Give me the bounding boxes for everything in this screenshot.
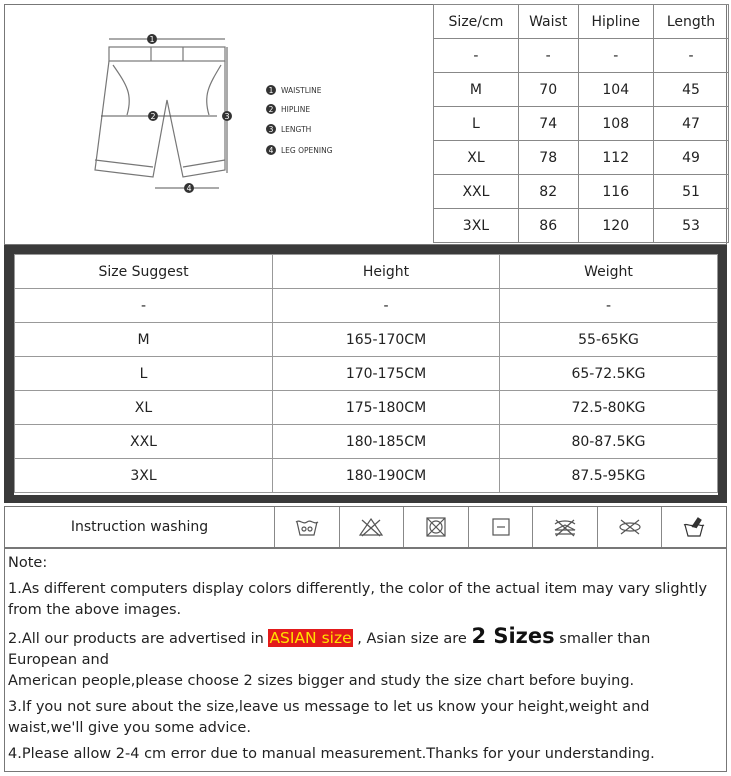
suggest-table-header <box>15 255 718 289</box>
size-cell: - <box>653 39 728 73</box>
legend-length: LENGTH <box>281 125 312 134</box>
suggest-header-cell: Size Suggest <box>15 255 273 289</box>
size-cell: - <box>578 39 653 73</box>
size-cell: XL <box>434 141 519 175</box>
size-header-cell: Hipline <box>578 5 653 39</box>
asian-size-highlight: ASIAN size <box>269 629 352 647</box>
table-row <box>434 141 729 175</box>
table-row <box>15 357 718 391</box>
size-cell: 45 <box>653 73 728 107</box>
size-cell: 53 <box>653 209 728 243</box>
table-row <box>15 425 718 459</box>
size-suggest-section <box>4 245 727 503</box>
size-header-cell: Size/cm <box>434 5 519 39</box>
size-cell: 82 <box>518 175 578 209</box>
legend-hipline: HIPLINE <box>281 105 311 114</box>
table-row <box>434 209 729 243</box>
table-row <box>434 39 729 73</box>
size-cell: 3XL <box>434 209 519 243</box>
suggest-cell: 180-190CM <box>273 459 500 493</box>
suggest-cell: 175-180CM <box>273 391 500 425</box>
svg-text:2: 2 <box>268 105 274 114</box>
suggest-header-cell: Weight <box>500 255 718 289</box>
shorts-diagram-icon <box>5 5 433 244</box>
table-row <box>15 289 718 323</box>
size-cell: 78 <box>518 141 578 175</box>
hand-wash-icon <box>662 507 726 547</box>
size-cell: 116 <box>578 175 653 209</box>
suggest-header-cell: Height <box>273 255 500 289</box>
size-header-cell: Waist <box>518 5 578 39</box>
size-chart-section <box>4 4 727 245</box>
no-dry-clean-icon <box>533 507 598 547</box>
size-cell: - <box>434 39 519 73</box>
suggest-cell: 3XL <box>15 459 273 493</box>
size-header-cell: Length <box>653 5 728 39</box>
no-wring-icon <box>598 507 663 547</box>
note-item-4: 4.Please allow 2-4 cm error due to manual measurement.Thanks for your understanding. <box>8 746 655 762</box>
hand-wash-30-icon <box>275 507 340 547</box>
suggest-cell: - <box>500 289 718 323</box>
size-cell: 74 <box>518 107 578 141</box>
size-cell: 70 <box>518 73 578 107</box>
note-item-2-continued: American people,please choose 2 sizes bigger and study the size chart before buying. <box>8 673 635 689</box>
table-row <box>15 459 718 493</box>
two-sizes-emphasis: 2 Sizes <box>471 624 555 648</box>
size-cell: 104 <box>578 73 653 107</box>
table-row <box>15 391 718 425</box>
table-row <box>434 73 729 107</box>
svg-text:1: 1 <box>149 35 155 44</box>
size-suggest-panel <box>14 254 718 495</box>
suggest-cell: 170-175CM <box>273 357 500 391</box>
note-item-1: 1.As different computers display colors differently, the color of the actual item may vary slightly from the above images. <box>8 581 708 618</box>
size-cell: 112 <box>578 141 653 175</box>
size-table-header <box>434 5 729 39</box>
table-row <box>434 175 729 209</box>
size-cell: 120 <box>578 209 653 243</box>
note-item-2-text: 2.All our products are advertised in <box>8 631 269 647</box>
table-row <box>434 107 729 141</box>
size-cell: L <box>434 107 519 141</box>
note-item-2-text: , Asian size are <box>352 631 472 647</box>
suggest-cell: 87.5-95KG <box>500 459 718 493</box>
iron-low-icon <box>469 507 534 547</box>
suggest-cell: 80-87.5KG <box>500 425 718 459</box>
size-cell: - <box>518 39 578 73</box>
suggest-cell: 55-65KG <box>500 323 718 357</box>
note-title: Note: <box>8 555 48 571</box>
size-table <box>433 4 729 243</box>
size-cell: 108 <box>578 107 653 141</box>
shorts-measurement-diagram <box>5 5 433 244</box>
svg-text:3: 3 <box>268 125 274 134</box>
suggest-cell: L <box>15 357 273 391</box>
washing-instructions <box>4 506 727 548</box>
svg-text:4: 4 <box>186 184 192 193</box>
suggest-cell: 180-185CM <box>273 425 500 459</box>
size-cell: XXL <box>434 175 519 209</box>
note-item-3: 3.If you not sure about the size,leave us message to let us know your height,weight and waist,we'll give you some advice. <box>8 699 650 736</box>
size-cell: 86 <box>518 209 578 243</box>
suggest-cell: XL <box>15 391 273 425</box>
no-tumble-dry-icon <box>404 507 469 547</box>
suggest-cell: M <box>15 323 273 357</box>
suggest-cell: 165-170CM <box>273 323 500 357</box>
size-cell: M <box>434 73 519 107</box>
size-cell: 49 <box>653 141 728 175</box>
suggest-cell: XXL <box>15 425 273 459</box>
svg-text:3: 3 <box>224 112 230 121</box>
suggest-cell: - <box>15 289 273 323</box>
washing-label: Instruction washing <box>5 507 275 547</box>
no-bleach-icon <box>340 507 405 547</box>
note-section <box>4 548 727 772</box>
suggest-cell: 72.5-80KG <box>500 391 718 425</box>
svg-text:1: 1 <box>268 86 274 95</box>
size-suggest-table <box>14 254 718 493</box>
suggest-cell: 65-72.5KG <box>500 357 718 391</box>
svg-text:4: 4 <box>268 146 274 155</box>
suggest-cell: - <box>273 289 500 323</box>
note-item-2-text: smaller than European and <box>8 631 651 668</box>
table-row <box>15 323 718 357</box>
legend-waistline: WAISTLINE <box>281 86 322 95</box>
note-item-2 <box>8 626 723 671</box>
size-cell: 47 <box>653 107 728 141</box>
size-cell: 51 <box>653 175 728 209</box>
svg-text:2: 2 <box>150 112 156 121</box>
legend-leg-opening: LEG OPENING <box>281 146 333 155</box>
